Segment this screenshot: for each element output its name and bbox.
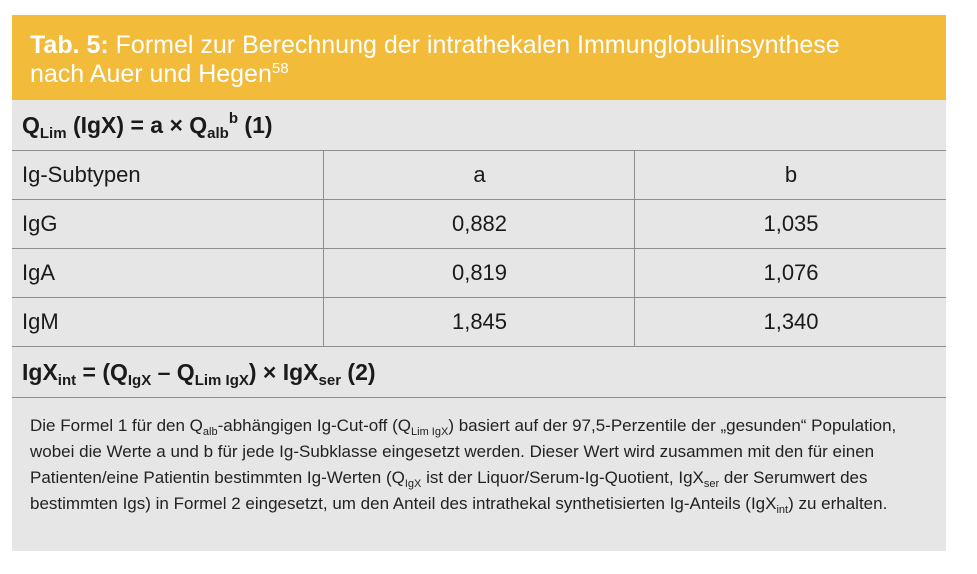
table-row xyxy=(12,200,946,249)
reference-number: 58 xyxy=(271,60,289,77)
table-title xyxy=(12,15,946,100)
value-b-cell: 1,076 xyxy=(634,249,947,297)
formula-table xyxy=(12,15,946,551)
column-header-a: a xyxy=(323,151,635,199)
subtype-cell: IgA xyxy=(22,260,56,285)
value-a-cell: 1,845 xyxy=(323,298,635,346)
table-header-row xyxy=(12,151,946,200)
title-line2: nach Auer und Hegen xyxy=(30,60,272,88)
subtype-cell: IgM xyxy=(22,309,59,334)
subtype-cell: IgG xyxy=(22,211,58,236)
formula-2: $IgX_{int} = (Q_{IgX} - Q_{Lim IgX}) \times IgX_{ser}$ (2) xyxy=(12,347,946,398)
table-number: Tab. 5: xyxy=(30,31,109,59)
value-b-cell: 1,035 xyxy=(634,200,947,248)
title-text: Formel zur Berechnung der intrathekalen Immunglobulinsynthese xyxy=(108,31,840,59)
column-header-subtypes: Ig-Subtypen xyxy=(22,162,141,187)
value-a-cell: 0,882 xyxy=(323,200,635,248)
column-header-b: b xyxy=(634,151,947,199)
value-b-cell: 1,340 xyxy=(634,298,947,346)
footnote: Die Formel 1 für den $Q_{alb}$-abhängigen Ig-Cut-off $(Q_{Lim IgX})$ basiert auf der 97,5-Perzentile der „gesunden“ Population, wobei die Werte a und b für jede Ig-Subklasse eingesetzt werden. Dieser Wert wird zusammen mit den für einen Patienten/eine Patientin bestimmten Ig-Werten ($Q_{IgX}$ ist der Liquor/Serum-Ig-Quotient, IgX$_{ser}$ der Serumwert des bestimmten Igs) in Formel 2 eingesetzt, um den Anteil des intrathekal synthetisierten Ig-Anteils (IgX$_{int}$) zu erhalten. xyxy=(30,416,897,516)
table-row xyxy=(12,249,946,298)
formula-1: $Q_{Lim}$ $(IgX) = a \times Q_{alb}^b$ (1) xyxy=(12,100,946,151)
value-a-cell: 0,819 xyxy=(323,249,635,297)
table-row xyxy=(12,298,946,347)
